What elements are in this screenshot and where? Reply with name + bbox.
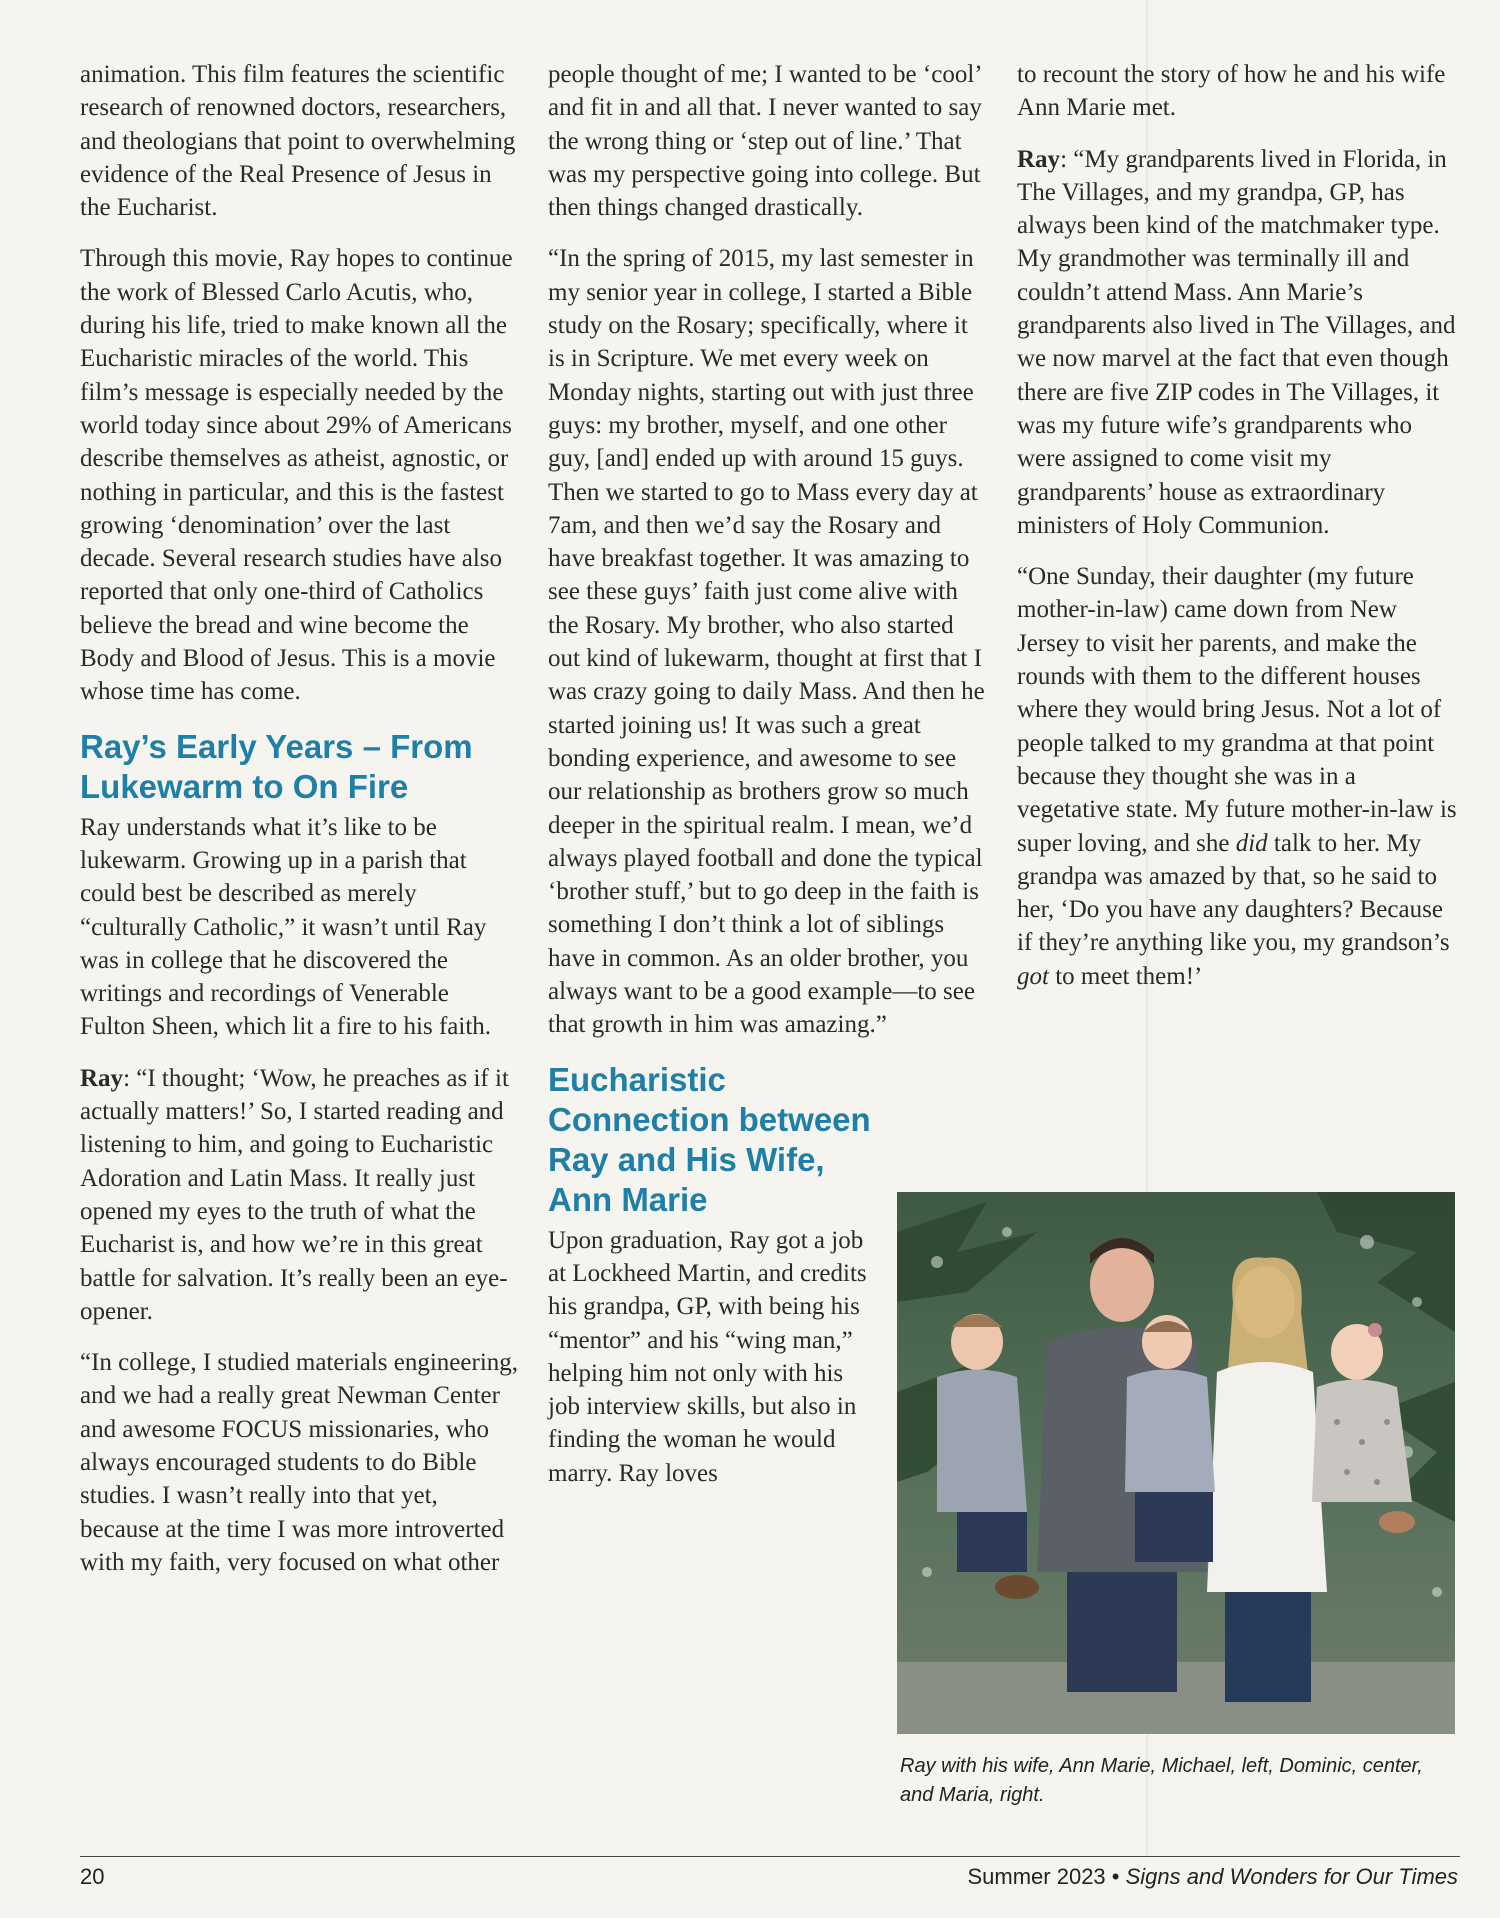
col1-paragraph-2: Through this movie, Ray hopes to continue the work of Blessed Carlo Acutis, who, during his life, tried to make known all the Eucharistic miracles of the world. This film’s message is especially needed by the world today since about 29% of Americans describe themselves as atheist, agnostic, or nothing in particular, and this is the fastest growing ‘denomination’ over the last decade. Several research studies have also reported that only one-third of Catholics believe the bread and wine become the Body and Blood of Jesus. This is a movie whose time has come. [80, 245, 513, 706]
publication-name: Signs and Wonders for Our Times [1125, 1864, 1458, 1889]
footer-rule [80, 1856, 1460, 1857]
col3-paragraph-2-text: : “My grandparents lived in Florida, in The Villages, and my grandpa, GP, has always been kind of the matchmaker type. My grandmother was terminally ill and couldn’t attend Mass. Ann Marie’s grandparents also lived in The Villages, and we now marvel at the fact that even though there are five ZIP codes in The Villages, it was my future wife’s grandparents who were assigned to come visit my grandparents’ house as extraordinary ministers of Holy Communion. [1017, 145, 1456, 539]
col3-paragraph-2 [1017, 143, 1457, 543]
col1-paragraph-4 [80, 1062, 520, 1328]
col1-paragraph-5: “In college, I studied materials engineering, and we had a really great Newman Center and awesome FOCUS missionaries, who always encouraged students to do Bible studies. I wasn’t really into that yet, because at the time I was more introverted with my faith, very focused on what other [80, 1349, 519, 1576]
col3-paragraph-3-text-a: “One Sunday, their daughter (my future mother-in-law) came down from New Jersey to visit her parents, and make the rounds with them to the different houses where they would bring Jesus. Not a lot of people talked to my grandma at that point because they thought she was in a vegetative state. My future mother-in-law is super loving, and she [1017, 563, 1457, 857]
col2-paragraph-3: Upon graduation, Ray got a job at Lockheed Martin, and credits his grandpa, GP, with being his “mentor” and his “wing man,” helping him not only with his job interview skills, but also in finding the woman he would marry. Ray loves [548, 1226, 867, 1487]
emphasis-got: got [1017, 962, 1049, 990]
column-1 [80, 58, 520, 1579]
col2-paragraph-2: “In the spring of 2015, my last semester in my senior year in college, I started a Bible study on the Rosary; specifically, where it is in Scripture. We met every week on Monday nights, starting out with just three guys: my brother, myself, and one other guy, [and] ended up with around 15 guys. Then we started to go to Mass every day at 7am, and then we’d say the Rosary and have breakfast together. It was amazing to see these guys’ faith just come alive with the Rosary. My brother, who also started out kind of lukewarm, thought at first that I was crazy going to daily Mass. And then he started joining us! It was such a great bonding experience, and awesome to see our relationship as brothers grow so much deeper in the spiritual realm. I mean, we’d always played football and done the typical ‘brother stuff,’ but to go deep in the faith is something I don’t think a lot of siblings have in common. As an older brother, you always want to be a good example—to see that growth in him was amazing.” [548, 245, 985, 1039]
emphasis-did: did [1235, 829, 1268, 857]
speaker-label: Ray [80, 1064, 124, 1092]
page-number: 20 [80, 1864, 105, 1889]
col3-paragraph-3-text-b: talk to her. My grandpa was amazed by that, so he said to her, ‘Do you have any daughters? Because if they’re anything like you, my grandson’s [1017, 829, 1450, 957]
section-heading-eucharistic-connection: Eucharistic Connection between Ray and His Wife, Ann Marie [548, 1060, 871, 1218]
footer-bullet: • [1111, 1864, 1120, 1889]
col1-paragraph-4-text: : “I thought; ‘Wow, he preaches as if it actually matters!’ So, I started reading and listening to him, and going to Eucharistic Adoration and Latin Mass. It really just opened my eyes to the truth of what the Eucharist is, and how we’re in this great battle for salvation. It’s really been an eye-opener. [80, 1064, 509, 1325]
footer-season: Summer 2023 [967, 1864, 1106, 1889]
col3-paragraph-1: to recount the story of how he and his wife Ann Marie met. [1017, 61, 1446, 122]
section-heading-early-years: Ray’s Early Years – From Lukewarm to On Fire [80, 727, 473, 805]
col1-paragraph-1: animation. This film features the scientific research of renowned doctors, researchers, and theologians that point to overwhelming evidence of the Real Presence of Jesus in the Eucharist. [80, 61, 516, 222]
footer-publication [967, 1862, 1458, 1892]
col2-paragraph-1: people thought of me; I wanted to be ‘cool’ and fit in and all that. I never wanted to say the wrong thing or ‘step out of line.’ That was my perspective going into college. But then things changed drastically. [548, 61, 982, 222]
photo-caption: Ray with his wife, Ann Marie, Michael, left, Dominic, center, and Maria, right. [900, 1755, 1423, 1806]
family-photo [897, 1192, 1455, 1734]
column-3 [1017, 58, 1457, 993]
col3-paragraph-3-text-c: to meet them!’ [1048, 962, 1203, 990]
col3-paragraph-3 [1017, 560, 1457, 993]
speaker-label: Ray [1017, 145, 1061, 173]
col1-paragraph-3: Ray understands what it’s like to be lukewarm. Growing up in a parish that could best be described as merely “culturally Catholic,” it wasn’t until Ray was in college that he discovered the writings and recordings of Venerable Fulton Sheen, which lit a fire to his faith. [80, 813, 492, 1041]
